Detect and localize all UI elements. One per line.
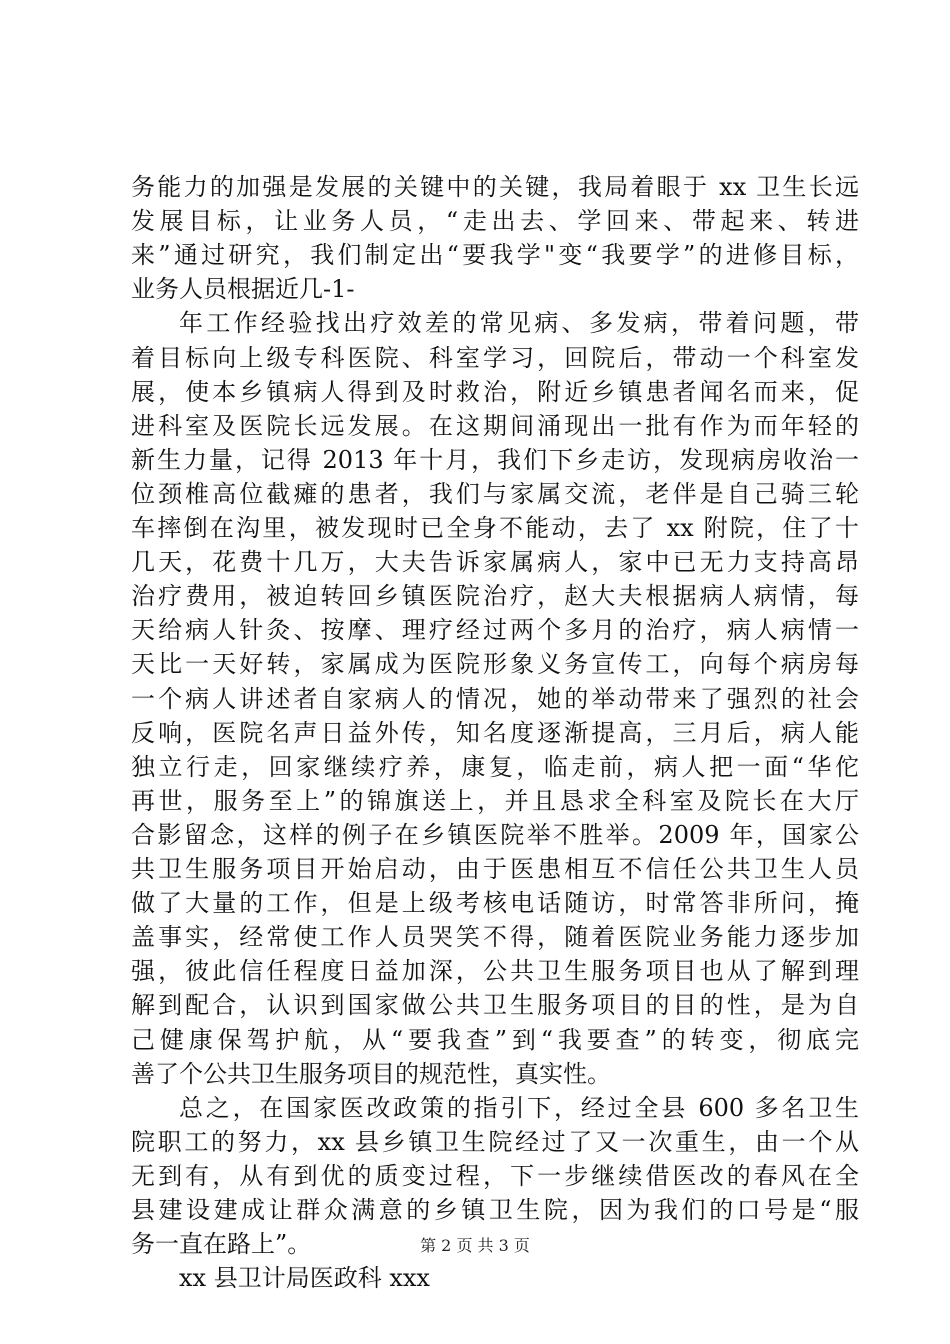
text-line: 年工作经验找出疗效差的常见病、多发病，带着问题，带 — [179, 309, 859, 338]
text-line: 着目标向上级专科医院、科室学习，回院后，带动一个科室发 — [131, 343, 859, 372]
text-line: 再世，服务至上”的锦旗送上，并且恳求全科室及院长在大厅 — [131, 786, 859, 815]
text-line: 天给病人针灸、按摩、理疗经过两个多月的治疗，病人病情一 — [131, 616, 859, 645]
page-footer: 第 2 页 共 3 页 — [420, 1236, 530, 1255]
text-line: xx 县卫计局医政科 xxx — [179, 1264, 430, 1293]
text-line: 发展目标，让业务人员，“走出去、学回来、带起来、转进 — [131, 207, 859, 236]
text-line: 务能力的加强是发展的关键中的关键，我局着眼于 xx 卫生长远 — [131, 173, 859, 201]
text-line: 天比一天好转，家属成为医院形象义务宣传工，向每个病房每 — [131, 650, 859, 679]
text-line: 强，彼此信任程度日益加深，公共卫生服务项目也从了解到理 — [131, 957, 859, 986]
text-line: 新生力量，记得 2013 年十月，我们下乡走访，发现病房收治一 — [131, 445, 859, 474]
text-line: 县建设建成让群众满意的乡镇卫生院，因为我们的口号是“服 — [131, 1196, 859, 1224]
text-line: 务一直在路上”。 — [131, 1230, 312, 1259]
text-line: 善了个公共卫生服务项目的规范性，真实性。 — [131, 1059, 611, 1088]
text-line: 院职工的努力，xx 县乡镇卫生院经过了又一次重生，由一个从 — [131, 1127, 859, 1156]
text-line: 来”通过研究，我们制定出“要我学"变“我要学”的进修目标， — [131, 241, 859, 270]
text-line: 车摔倒在沟里，被发现时已全身不能动，去了 xx 附院，住了十 — [131, 514, 859, 542]
text-line: 共卫生服务项目开始启动，由于医患相互不信任公共卫生人员 — [131, 855, 859, 883]
text-line: 合影留念，这样的例子在乡镇医院举不胜举。2009 年，国家公 — [131, 820, 859, 849]
text-line: 位颈椎高位截瘫的患者，我们与家属交流，老伴是自己骑三轮 — [131, 479, 859, 508]
text-line: 总之，在国家医改政策的指引下，经过全县 600 多名卫生 — [179, 1093, 859, 1122]
text-line: 业务人员根据近几-1- — [131, 275, 355, 304]
text-line: 展，使本乡镇病人得到及时救治，附近乡镇患者闻名而来，促 — [131, 377, 859, 406]
text-line: 做了大量的工作，但是上级考核电话随访，时常答非所问，掩 — [131, 889, 859, 918]
text-line: 治疗费用，被迫转回乡镇医院治疗，赵大夫根据病人病情，每 — [131, 582, 859, 611]
text-line: 盖事实，经常使工作人员哭笑不得，随着医院业务能力逐步加 — [131, 923, 859, 952]
text-line: 一个病人讲述者自家病人的情况，她的举动带来了强烈的社会 — [131, 684, 859, 713]
text-line: 进科室及医院长远发展。在这期间涌现出一批有作为而年轻的 — [131, 411, 859, 440]
text-line: 解到配合，认识到国家做公共卫生服务项目的目的性，是为自 — [131, 991, 859, 1020]
text-line: 无到有，从有到优的质变过程，下一步继续借医改的春风在全 — [131, 1161, 859, 1190]
text-line: 独立行走，回家继续疗养，康复，临走前，病人把一面“华佗 — [131, 752, 859, 781]
text-line: 己健康保驾护航，从“要我查”到“我要查”的转变，彻底完 — [131, 1025, 859, 1054]
text-line: 反响，医院名声日益外传，知名度逐渐提高，三月后，病人能 — [131, 718, 859, 747]
text-line: 几天，花费十几万，大夫告诉家属病人，家中已无力支持高昂 — [131, 548, 859, 577]
